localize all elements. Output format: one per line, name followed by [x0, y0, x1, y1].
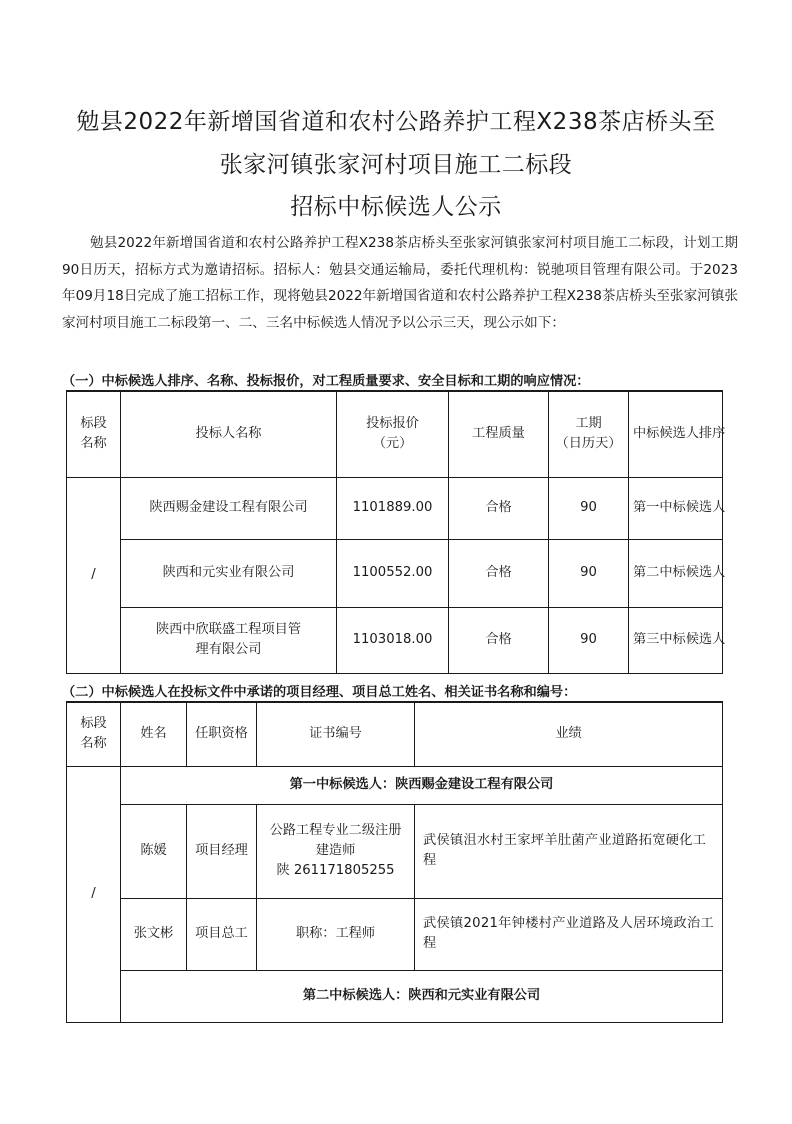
rank: 第二中标候选人 — [629, 539, 723, 607]
second-candidate-title: 第二中标候选人：陕西和元实业有限公司 — [121, 970, 723, 1022]
document-title-line-2: 张家河镇张家河村项目施工二标段 — [219, 152, 573, 178]
intro-paragraph: 勉县2022年新增国省道和农村公路养护工程X238茶店桥头至张家河镇张家河村项目施工二标段，计划工期90日历天，招标方式为邀请招标。招标人：勉县交通运输局，委托代理机构：锐驰项目管理有限公司。于2023年09月18日完成了施工招标工作，现将勉县2022年新增国省道和农村公路养护工程X238茶店桥头至张家河镇张家河村项目施工二标段第一、二、三名中标候选人情况予以公示三天，现公示如下： — [62, 235, 738, 331]
person-name: 陈媛 — [121, 804, 187, 898]
rank: 第三中标候选人 — [629, 607, 723, 673]
personnel-table — [66, 701, 723, 1023]
table-row — [67, 898, 723, 970]
performance: 武侯镇2021年钟楼村产业道路及人居环境政治工程 — [415, 898, 723, 970]
table-row — [67, 804, 723, 898]
person-position: 项目总工 — [187, 898, 257, 970]
candidates-table — [66, 390, 726, 674]
period: 90 — [549, 539, 629, 607]
cert-number: 公路工程专业二级注册 建造师 陕 261171805255 — [257, 804, 415, 898]
person-name: 张文彬 — [121, 898, 187, 970]
table-row — [67, 607, 723, 673]
header-name: 姓名 — [121, 702, 187, 766]
bidder-name: 陕西中欣联盛工程项目管理有限公司 — [121, 607, 337, 673]
first-candidate-title: 第一中标候选人：陕西赐金建设工程有限公司 — [121, 766, 723, 804]
quality: 合格 — [449, 607, 549, 673]
document-title-line-3: 招标中标候选人公示 — [290, 194, 502, 220]
header-bidder: 投标人名称 — [121, 391, 337, 477]
rank: 第一中标候选人 — [629, 477, 723, 539]
header-quality: 工程质量 — [449, 391, 549, 477]
bidder-name: 陕西和元实业有限公司 — [121, 539, 337, 607]
bid-price: 1101889.00 — [337, 477, 449, 539]
document-title-line-1: 勉县2022年新增国省道和农村公路养护工程X238茶店桥头至 — [76, 109, 716, 135]
period: 90 — [549, 477, 629, 539]
quality: 合格 — [449, 539, 549, 607]
header-period: 工期 （日历天） — [549, 391, 629, 477]
bid-price: 1103018.00 — [337, 607, 449, 673]
person-position: 项目经理 — [187, 804, 257, 898]
lot-value: / — [67, 766, 121, 1022]
candidates-header-row — [67, 391, 723, 477]
header-price: 投标报价 （元） — [337, 391, 449, 477]
bidder-name: 陕西赐金建设工程有限公司 — [121, 477, 337, 539]
header-cert: 证书编号 — [257, 702, 415, 766]
period: 90 — [549, 607, 629, 673]
personnel-header-row — [67, 702, 723, 766]
header-position: 任职资格 — [187, 702, 257, 766]
quality: 合格 — [449, 477, 549, 539]
group-title-row — [67, 766, 723, 804]
header-performance: 业绩 — [415, 702, 723, 766]
table-row — [67, 477, 723, 539]
table-row — [67, 539, 723, 607]
header-rank: 中标候选人排序 — [629, 391, 723, 477]
section-2-heading: （二）中标候选人在投标文件中承诺的项目经理、项目总工姓名、相关证书名称和编号： — [62, 685, 577, 700]
header-lot: 标段 名称 — [67, 391, 121, 477]
performance: 武侯镇沮水村王家坪羊肚菌产业道路拓宽硬化工程 — [415, 804, 723, 898]
bid-price: 1100552.00 — [337, 539, 449, 607]
lot-value: / — [67, 477, 121, 673]
cert-number: 职称：工程师 — [257, 898, 415, 970]
header-lot: 标段 名称 — [67, 702, 121, 766]
section-1-heading: （一）中标候选人排序、名称、投标报价，对工程质量要求、安全目标和工期的响应情况： — [62, 374, 590, 389]
group-title-row — [67, 970, 723, 1022]
